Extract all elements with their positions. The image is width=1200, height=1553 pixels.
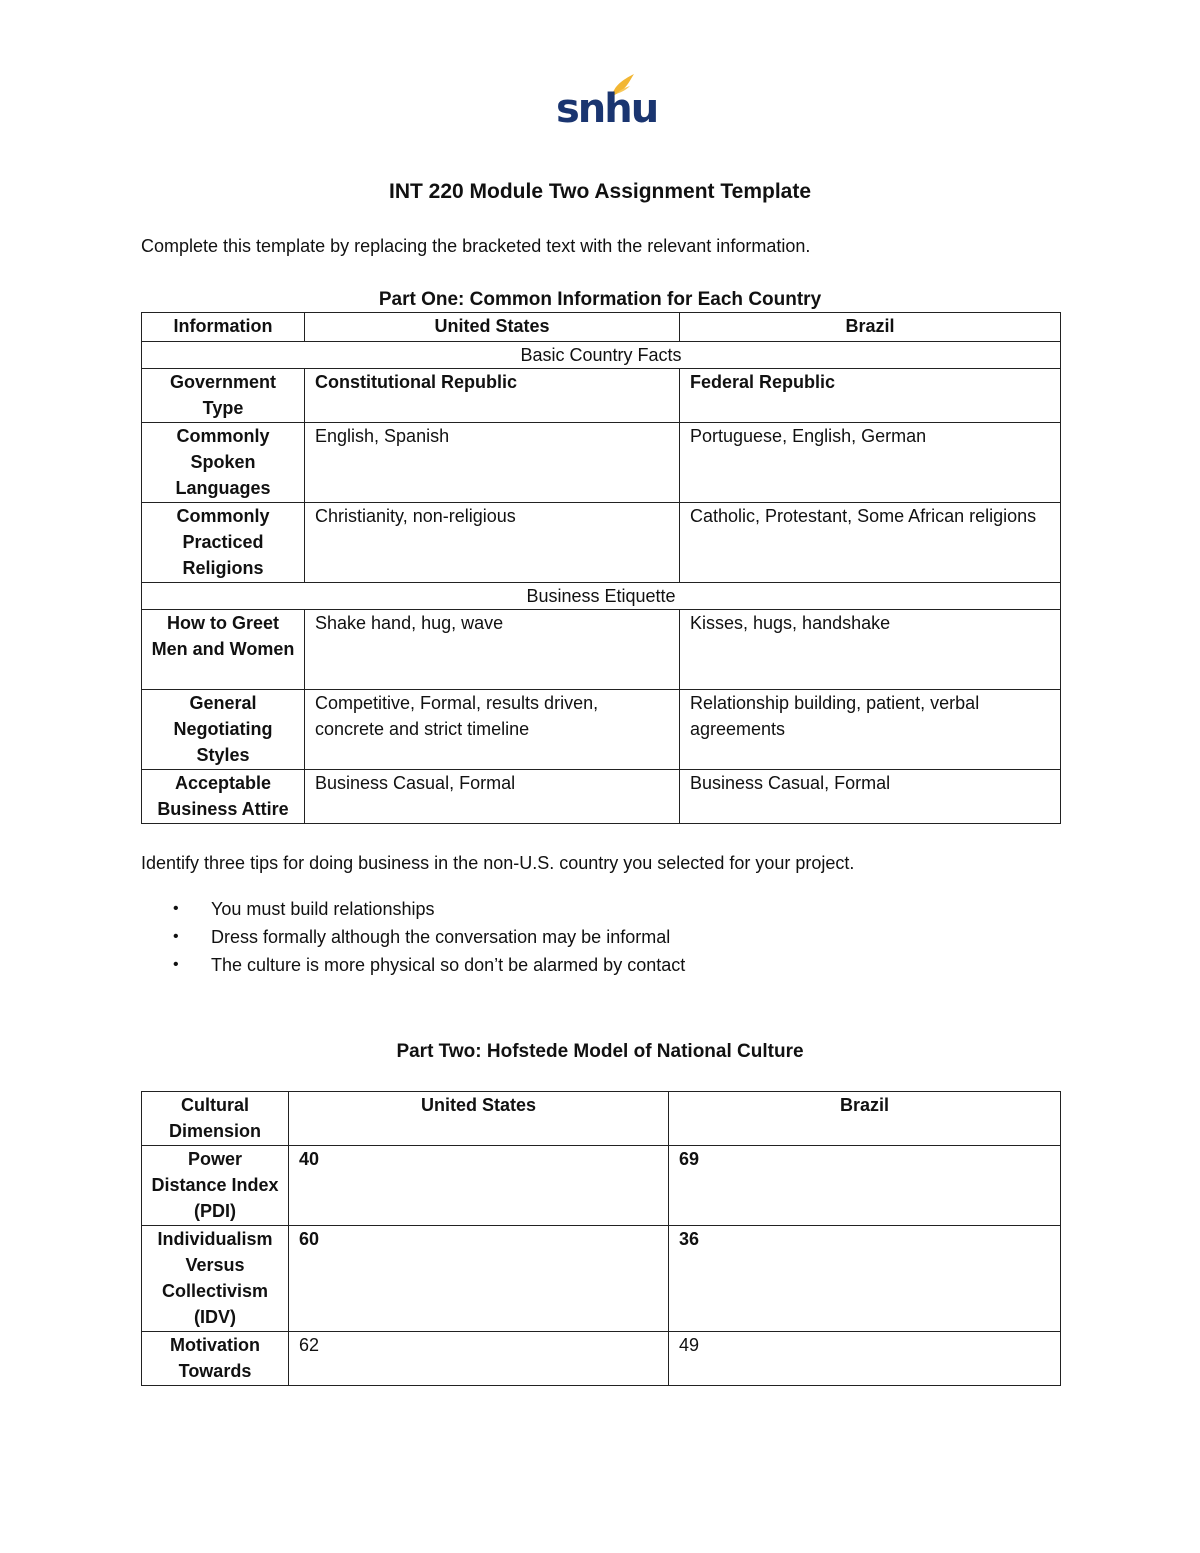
- brazil-value: Federal Republic: [680, 369, 1061, 423]
- us-value: Constitutional Republic: [305, 369, 680, 423]
- section-row: [142, 342, 1061, 369]
- brazil-value: Catholic, Protestant, Some African religions: [680, 503, 1061, 583]
- bullet-icon: •: [173, 900, 179, 917]
- table-row: [142, 1226, 1061, 1332]
- part-two-heading: Part Two: Hofstede Model of National Culture: [396, 1041, 804, 1062]
- brazil-value: Kisses, hugs, handshake: [680, 610, 1061, 690]
- part-one-heading: Part One: Common Information for Each Country: [378, 289, 822, 310]
- row-label: Government Type: [142, 369, 305, 423]
- table-header-row: [142, 313, 1061, 342]
- document-title: INT 220 Module Two Assignment Template: [389, 180, 811, 203]
- brazil-value: 36: [669, 1226, 1061, 1332]
- row-label: Individualism Versus Collectivism (IDV): [142, 1226, 289, 1332]
- country-info-table: [141, 312, 1061, 824]
- brazil-value: 49: [669, 1332, 1061, 1386]
- us-value: Competitive, Formal, results driven, concrete and strict timeline: [305, 690, 680, 770]
- column-header: Brazil: [680, 313, 1061, 342]
- bullet-icon: •: [173, 928, 179, 945]
- us-value: 60: [289, 1226, 669, 1332]
- table-row: [142, 1146, 1061, 1226]
- column-header: United States: [289, 1092, 669, 1146]
- intro-text: Complete this template by replacing the bracketed text with the relevant information.: [141, 236, 811, 256]
- bullet-icon: •: [173, 956, 179, 973]
- hofstede-table: [141, 1091, 1061, 1386]
- tips-intro-text: Identify three tips for doing business in the non-U.S. country you selected for your project.: [141, 853, 855, 873]
- brazil-value: Portuguese, English, German: [680, 423, 1061, 503]
- table-row: [142, 770, 1061, 824]
- row-label: Power Distance Index (PDI): [142, 1146, 289, 1226]
- brazil-value: 69: [669, 1146, 1061, 1226]
- table-row: [142, 369, 1061, 423]
- section-label: Basic Country Facts: [142, 342, 1061, 369]
- table-row: [142, 690, 1061, 770]
- table-row: [142, 610, 1061, 690]
- table-header-row: [142, 1092, 1061, 1146]
- table-row: [142, 503, 1061, 583]
- list-item: [141, 923, 685, 951]
- snhu-logo: [552, 72, 658, 134]
- column-header: Information: [142, 313, 305, 342]
- tips-list: [141, 895, 685, 979]
- brazil-value: Relationship building, patient, verbal agreements: [680, 690, 1061, 770]
- row-label: Commonly Spoken Languages: [142, 423, 305, 503]
- tip-text: You must build relationships: [211, 899, 435, 919]
- logo-wordmark: snhu: [556, 86, 658, 132]
- us-value: 40: [289, 1146, 669, 1226]
- list-item: [141, 895, 685, 923]
- brazil-value: Business Casual, Formal: [680, 770, 1061, 824]
- table-row: [142, 1332, 1061, 1386]
- column-header: United States: [305, 313, 680, 342]
- column-header: Brazil: [669, 1092, 1061, 1146]
- us-value: English, Spanish: [305, 423, 680, 503]
- tip-text: The culture is more physical so don’t be alarmed by contact: [211, 955, 686, 975]
- row-label: How to Greet Men and Women: [142, 610, 305, 690]
- us-value: Business Casual, Formal: [305, 770, 680, 824]
- column-header: Cultural Dimension: [142, 1092, 289, 1146]
- row-label: General Negotiating Styles: [142, 690, 305, 770]
- section-row: [142, 583, 1061, 610]
- us-value: Shake hand, hug, wave: [305, 610, 680, 690]
- row-label: Motivation Towards: [142, 1332, 289, 1386]
- us-value: Christianity, non-religious: [305, 503, 680, 583]
- list-item: [141, 951, 685, 979]
- row-label: Acceptable Business Attire: [142, 770, 305, 824]
- us-value: 62: [289, 1332, 669, 1386]
- section-label: Business Etiquette: [142, 583, 1061, 610]
- table-row: [142, 423, 1061, 503]
- tip-text: Dress formally although the conversation may be informal: [211, 927, 671, 947]
- row-label: Commonly Practiced Religions: [142, 503, 305, 583]
